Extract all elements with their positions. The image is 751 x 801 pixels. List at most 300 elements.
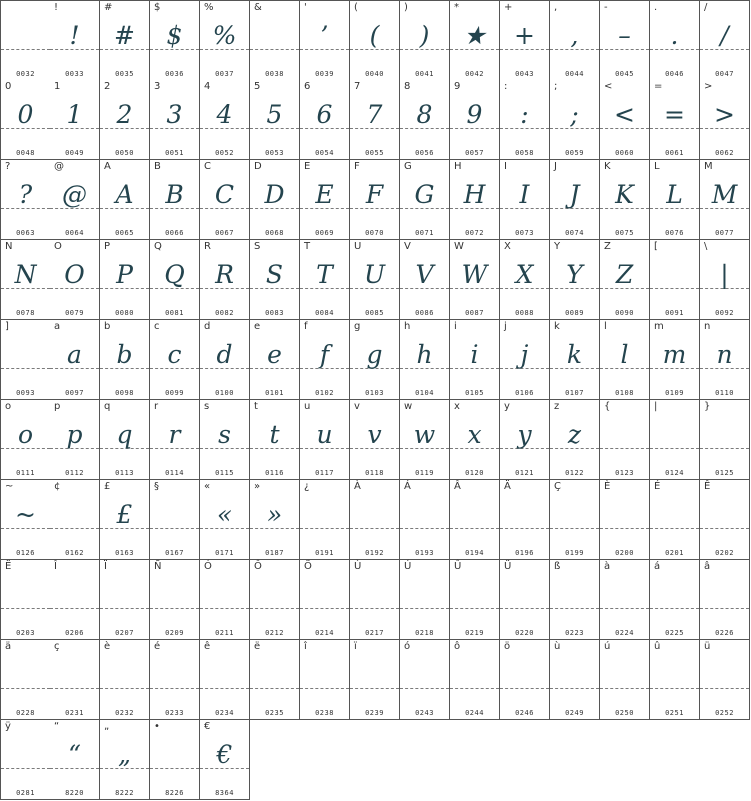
glyph-cell [200,160,250,240]
glyph-sample: £ [116,500,133,529]
baseline-guide [250,688,299,689]
glyph-cell [150,560,200,640]
glyph-sample: v [367,420,382,449]
glyph-code: 0048 [16,149,35,157]
glyph-cell [0,0,51,81]
glyph-sample: S [265,260,284,289]
glyph-cell-label: K [604,161,611,172]
glyph-cell [400,560,450,640]
glyph-cell [400,640,450,720]
glyph-sample: J [569,180,580,209]
glyph-cell-label: â [704,561,711,572]
glyph-cell [50,80,100,160]
glyph-cell-label: ' [304,2,307,13]
glyph-cell-label: v [354,401,360,412]
glyph-cell [600,160,650,240]
glyph-code: 0112 [65,469,84,477]
glyph-sample: ’ [320,21,329,50]
glyph-code: 0075 [615,229,634,237]
glyph-code: 8220 [65,789,84,797]
glyph-code: 0239 [365,709,384,717]
glyph-cell-label: k [554,321,560,332]
glyph-cell [100,320,150,400]
glyph-cell-label: b [104,321,111,332]
glyph-cell [500,640,550,720]
glyph-sample: . [670,21,679,50]
glyph-code: 0251 [665,709,684,717]
glyph-cell-label: { [604,401,611,412]
glyph-cell [300,400,350,480]
glyph-cell [650,640,700,720]
glyph-cell-label: î [304,641,307,652]
glyph-code: 0126 [16,549,35,557]
glyph-code: 0109 [665,389,684,397]
glyph-cell [0,80,51,160]
glyph-cell [300,0,350,81]
glyph-cell-label: Ñ [154,561,162,572]
glyph-cell [350,160,400,240]
glyph-code: 0078 [16,309,35,317]
glyph-cell [0,160,51,240]
glyph-sample: 0 [17,100,34,129]
glyph-sample: q [116,420,133,449]
glyph-cell-label: é [154,641,161,652]
glyph-code: 0080 [115,309,134,317]
glyph-cell-label: \ [704,241,708,252]
glyph-cell [50,640,100,720]
glyph-code: 0121 [515,469,534,477]
glyph-code: 0217 [365,629,384,637]
glyph-cell [350,240,400,320]
glyph-sample: Y [566,260,583,289]
glyph-cell [450,400,500,480]
glyph-cell [600,480,650,560]
glyph-sample: ) [419,21,430,50]
glyph-cell-label: É [654,481,661,492]
glyph-sample: „ [118,740,131,769]
glyph-cell-label: O [54,241,62,252]
glyph-cell-label: 9 [454,81,461,92]
glyph-sample: a [67,340,82,369]
glyph-cell [700,80,750,160]
baseline-guide [250,608,299,609]
glyph-sample: C [214,180,235,209]
glyph-cell-label: Q [154,241,162,252]
glyph-sample: s [218,420,231,449]
glyph-cell [600,0,650,81]
glyph-code: 0085 [365,309,384,317]
glyph-cell-label: M [704,161,713,172]
glyph-cell-label: ) [404,2,408,13]
glyph-cell-label: & [254,2,262,13]
glyph-cell-label: @ [54,161,64,172]
glyph-cell-label: ! [54,2,59,13]
glyph-cell-label: 1 [54,81,61,92]
glyph-code: 0252 [715,709,734,717]
glyph-cell-label: 5 [254,81,261,92]
glyph-code: 0044 [565,70,584,78]
glyph-cell [150,480,200,560]
glyph-cell [250,320,300,400]
glyph-code: 0074 [565,229,584,237]
glyph-code: 0069 [315,229,334,237]
glyph-code: 0107 [565,389,584,397]
glyph-sample: 6 [316,100,333,129]
baseline-guide [650,688,699,689]
glyph-cell-label: = [654,81,663,92]
glyph-cell [50,160,100,240]
glyph-code: 8222 [115,789,134,797]
glyph-code: 0063 [16,229,35,237]
glyph-cell-label: # [104,2,113,13]
glyph-cell-label: o [5,401,12,412]
glyph-cell-label: L [654,161,660,172]
glyph-cell [700,0,750,81]
glyph-code: 0057 [465,149,484,157]
baseline-guide [150,768,199,769]
glyph-cell-label: 8 [404,81,411,92]
baseline-guide [500,688,549,689]
glyph-sample: 8 [416,100,433,129]
glyph-cell [550,560,600,640]
glyph-code: 0233 [165,709,184,717]
glyph-code: 0064 [65,229,84,237]
glyph-cell-label: ; [554,81,558,92]
glyph-cell [150,720,200,800]
glyph-sample: / [720,21,729,50]
glyph-sample: Q [164,260,185,289]
glyph-sample: @ [62,180,87,209]
glyph-sample: 1 [66,100,83,129]
glyph-cell [650,480,700,560]
glyph-sample: K [615,180,634,209]
glyph-code: 0119 [415,469,434,477]
glyph-cell-label: Ô [254,561,262,572]
glyph-cell-label: : [504,81,508,92]
glyph-cell [150,400,200,480]
glyph-cell [300,320,350,400]
glyph-sample: m [662,340,687,369]
glyph-cell [150,640,200,720]
glyph-sample: ★ [463,21,486,50]
glyph-cell [100,80,150,160]
glyph-sample: p [66,420,83,449]
glyph-code: 0083 [265,309,284,317]
glyph-code: 0054 [315,149,334,157]
glyph-cell [300,640,350,720]
glyph-sample: W [461,260,488,289]
glyph-code: 0246 [515,709,534,717]
baseline-guide [300,688,349,689]
glyph-code: 0088 [515,309,534,317]
glyph-cell [400,480,450,560]
glyph-code: 0234 [215,709,234,717]
glyph-code: 0086 [415,309,434,317]
glyph-cell-label: y [504,401,510,412]
glyph-cell-label: z [554,401,560,412]
glyph-cell-label: ê [204,641,211,652]
glyph-cell-label: ö [504,641,511,652]
glyph-code: 0243 [415,709,434,717]
glyph-cell-label: Û [454,561,462,572]
glyph-code: 0163 [115,549,134,557]
glyph-cell-label: è [104,641,111,652]
glyph-code: 0214 [315,629,334,637]
glyph-code: 0206 [65,629,84,637]
glyph-sample: ~ [15,500,36,529]
glyph-cell-label: E [304,161,311,172]
glyph-cell-label: ~ [5,481,14,492]
baseline-guide [550,608,599,609]
glyph-sample: ? [18,180,33,209]
glyph-code: 0116 [265,469,284,477]
glyph-code: 0082 [215,309,234,317]
glyph-cell [300,560,350,640]
glyph-cell-label: “ [54,721,60,732]
glyph-cell-label: [ [654,241,658,252]
glyph-sample: # [114,21,135,50]
glyph-code: 0053 [265,149,284,157]
glyph-code: 0201 [665,549,684,557]
glyph-code: 0093 [16,389,35,397]
glyph-sample: E [315,180,334,209]
glyph-cell [600,640,650,720]
glyph-cell [150,160,200,240]
glyph-cell-label: } [704,401,711,412]
glyph-cell-label: Y [554,241,561,252]
glyph-cell [700,400,750,480]
glyph-code: 0187 [265,549,284,557]
glyph-cell [50,240,100,320]
glyph-cell [50,560,100,640]
baseline-guide [700,448,749,449]
glyph-code: 0281 [16,789,35,797]
baseline-guide [1,368,50,369]
glyph-code: 0033 [65,70,84,78]
glyph-code: 0202 [715,549,734,557]
glyph-code: 0223 [565,629,584,637]
glyph-cell [250,640,300,720]
glyph-sample: w [413,420,436,449]
glyph-sample: ; [570,100,579,129]
glyph-cell-label: ù [554,641,561,652]
glyph-cell [200,640,250,720]
glyph-code: 0036 [165,70,184,78]
glyph-code: 0056 [415,149,434,157]
glyph-cell [100,560,150,640]
glyph-cell [250,160,300,240]
glyph-code: 0113 [115,469,134,477]
glyph-cell [350,80,400,160]
glyph-cell [600,560,650,640]
glyph-cell [200,480,250,560]
glyph-code: 0089 [565,309,584,317]
glyph-cell-label: % [204,2,214,13]
glyph-cell-label: g [354,321,361,332]
glyph-cell-label: * [454,2,459,13]
glyph-cell-label: Á [404,481,411,492]
glyph-sample: 2 [116,100,133,129]
glyph-cell [0,640,51,720]
glyph-sample: | [720,260,729,289]
glyph-cell-label: Ú [404,561,412,572]
glyph-sample: h [416,340,433,369]
glyph-cell-label: ä [5,641,12,652]
glyph-cell [200,720,250,800]
baseline-guide [1,688,50,689]
glyph-sample: b [116,340,133,369]
glyph-cell [550,160,600,240]
glyph-sample: 9 [466,100,483,129]
glyph-code: 0196 [515,549,534,557]
glyph-cell [200,240,250,320]
glyph-code: 0108 [615,389,634,397]
glyph-code: 0209 [165,629,184,637]
glyph-sample: = [664,100,685,129]
glyph-sample: , [570,21,579,50]
baseline-guide [650,288,699,289]
glyph-code: 0226 [715,629,734,637]
glyph-cell [250,480,300,560]
glyph-cell-label: » [254,481,261,492]
glyph-sample: 5 [266,100,283,129]
glyph-cell-label: x [454,401,460,412]
glyph-code: 0035 [115,70,134,78]
glyph-cell [550,240,600,320]
glyph-cell [700,560,750,640]
glyph-sample: P [116,260,133,289]
glyph-cell [300,480,350,560]
glyph-code: 0224 [615,629,634,637]
glyph-cell [650,160,700,240]
glyph-code: 0219 [465,629,484,637]
glyph-sample: ( [369,21,380,50]
glyph-code: 0038 [265,70,284,78]
glyph-cell-label: , [554,2,558,13]
glyph-cell [200,560,250,640]
glyph-cell [50,480,100,560]
glyph-cell-label: F [354,161,360,172]
glyph-cell [500,320,550,400]
glyph-cell-label: i [454,321,457,332]
baseline-guide [100,688,149,689]
glyph-sample: k [566,340,583,369]
glyph-sample: € [216,740,233,769]
glyph-cell [250,80,300,160]
glyph-cell [100,160,150,240]
glyph-cell-label: « [204,481,211,492]
glyph-code: 0238 [315,709,334,717]
glyph-cell-label: / [704,2,708,13]
glyph-code: 0062 [715,149,734,157]
glyph-cell-label: h [404,321,411,332]
glyph-sample: i [470,340,479,369]
glyph-sample: O [64,260,85,289]
glyph-cell-label: ÿ [5,721,11,732]
glyph-code: 0249 [565,709,584,717]
glyph-cell [250,0,300,81]
glyph-cell-label: 4 [204,81,211,92]
glyph-cell-label: > [704,81,713,92]
glyph-cell [450,240,500,320]
glyph-sample: z [567,420,582,449]
glyph-code: 0047 [715,70,734,78]
glyph-sample: d [216,340,233,369]
glyph-sample: F [365,180,384,209]
glyph-sample: N [14,260,37,289]
glyph-cell [450,80,500,160]
glyph-code: 0122 [565,469,584,477]
glyph-cell [500,80,550,160]
glyph-cell [500,400,550,480]
glyph-code: 0097 [65,389,84,397]
glyph-sample: G [414,180,435,209]
glyph-cell-label: ó [404,641,411,652]
glyph-cell [200,80,250,160]
glyph-cell-label: Â [454,481,461,492]
glyph-cell [100,640,150,720]
glyph-cell [500,480,550,560]
glyph-cell-label: ? [5,161,11,172]
glyph-code: 0055 [365,149,384,157]
baseline-guide [650,448,699,449]
glyph-cell [50,720,100,800]
glyph-cell [400,400,450,480]
glyph-sample: M [711,180,738,209]
glyph-sample: e [267,340,282,369]
baseline-guide [200,688,249,689]
glyph-code: 0120 [465,469,484,477]
glyph-cell [100,720,150,800]
glyph-cell-label: I [504,161,507,172]
glyph-cell [400,80,450,160]
glyph-sample: 3 [166,100,183,129]
baseline-guide [450,528,499,529]
glyph-cell [350,0,400,81]
glyph-cell-label: $ [154,2,161,13]
glyph-cell [350,640,400,720]
glyph-code: 0203 [16,629,35,637]
glyph-cell [100,400,150,480]
glyph-sample: y [517,420,532,449]
glyph-cell-label: Ë [5,561,12,572]
glyph-cell-label: 0 [5,81,12,92]
glyph-cell-label: q [104,401,111,412]
glyph-cell [200,0,250,81]
glyph-code: 0087 [465,309,484,317]
glyph-code: 0073 [515,229,534,237]
baseline-guide [1,49,50,50]
glyph-cell [700,240,750,320]
glyph-cell-label: < [604,81,613,92]
baseline-guide [200,608,249,609]
glyph-sample: u [316,420,333,449]
glyph-cell [500,0,550,81]
glyph-cell-label: Ç [554,481,561,492]
baseline-guide [350,608,399,609]
glyph-cell [200,400,250,480]
glyph-code: 0191 [315,549,334,557]
baseline-guide [550,528,599,529]
glyph-code: 0114 [165,469,184,477]
glyph-sample: f [319,340,330,369]
glyph-cell-label: • [154,721,160,732]
glyph-sample: > [714,100,735,129]
glyph-cell [100,240,150,320]
glyph-cell [550,320,600,400]
glyph-cell [600,400,650,480]
glyph-cell-label: A [104,161,111,172]
